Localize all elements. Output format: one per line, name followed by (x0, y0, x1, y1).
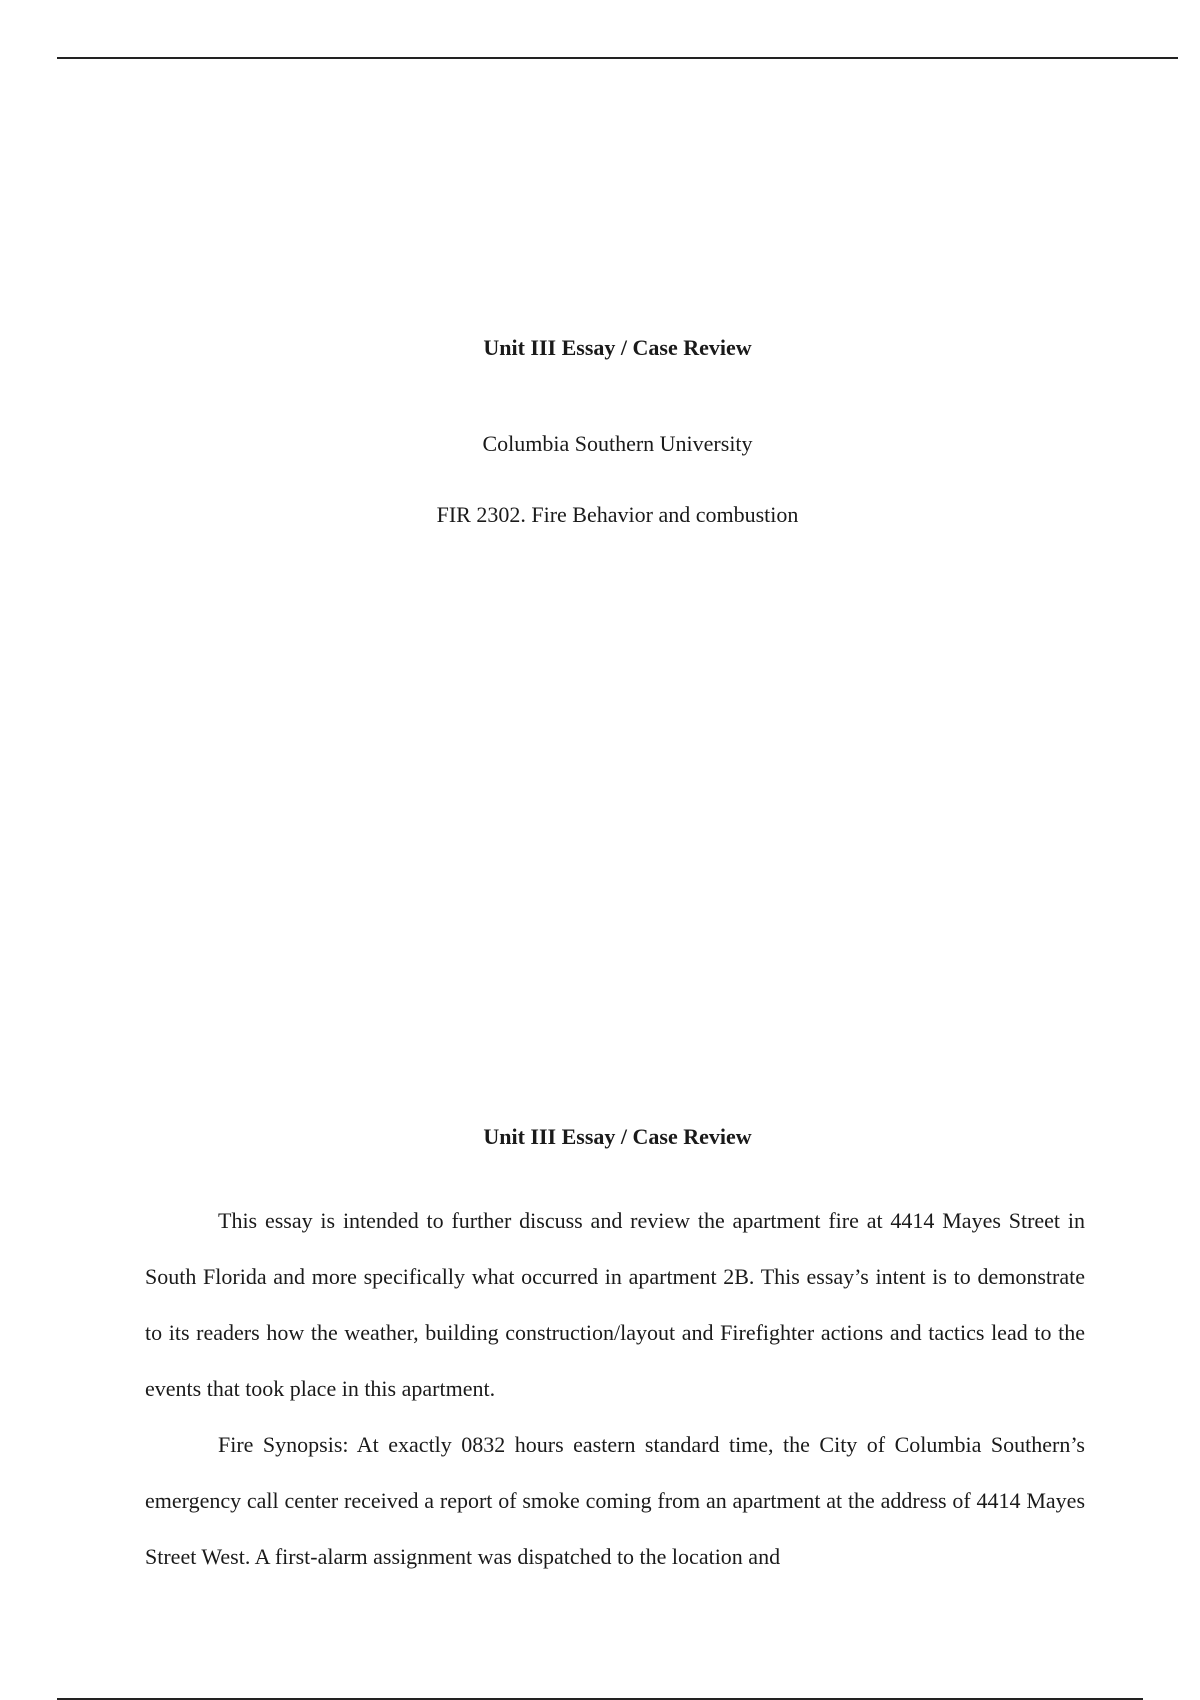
essay-body (145, 1193, 1085, 1585)
cover-title: Unit III Essay / Case Review (483, 335, 752, 360)
essay-paragraph-intro: This essay is intended to further discuss and review the apartment fire at 4414 Mayes Street in South Florida and more specifically what occurred in apartment 2B. This essay’s intent is to demonstrate to its readers how the weather, building construction/layout and Firefighter actions and tactics lead to the events that took place in this apartment. (145, 1208, 1085, 1401)
page-top-rule (57, 57, 1178, 59)
cover-course: FIR 2302. Fire Behavior and combustion (436, 502, 799, 527)
essay-paragraph-synopsis: Fire Synopsis: At exactly 0832 hours eastern standard time, the City of Columbia Southern’s emergency call center received a report of smoke coming from an apartment at the address of 4414 Mayes Street West. A first-alarm assignment was dispatched to the location and (145, 1432, 1085, 1569)
essay-title: Unit III Essay / Case Review (483, 1124, 752, 1149)
cover-university: Columbia Southern University (482, 431, 753, 456)
